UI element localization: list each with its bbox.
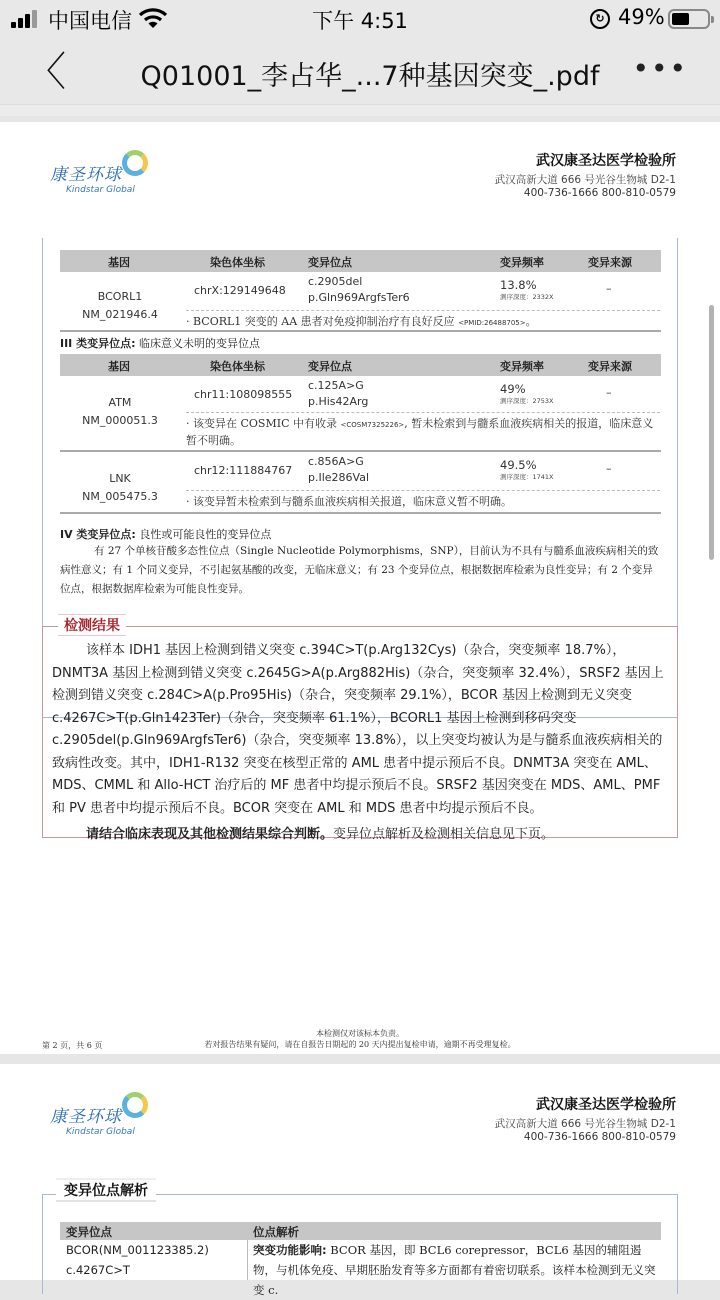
col-variant: 变异位点 (308, 256, 352, 269)
logo-ring-icon (122, 150, 148, 176)
table-row (60, 272, 661, 332)
transcript-id: NM_005475.3 (82, 490, 158, 503)
table-row (60, 376, 661, 452)
institute-address: 武汉高新大道 666 号光谷生物城 D2-1 (494, 174, 676, 186)
status-bar (0, 0, 720, 38)
pdf-page (0, 1064, 720, 1297)
col-gene: 基因 (108, 360, 130, 373)
logo (50, 1102, 135, 1137)
page-number: 第 2 页，共 6 页 (42, 1041, 103, 1050)
result-conclusion (52, 824, 668, 847)
col-freq: 变异频率 (500, 360, 544, 373)
col-source: 变异来源 (588, 256, 632, 269)
chr-coord: chrX:129149648 (194, 284, 286, 297)
ellipsis-icon[interactable]: ••• (632, 52, 688, 85)
chr-coord: chr12:111884767 (194, 464, 293, 477)
battery-percent: 49% (618, 5, 665, 29)
logo-text-en: Kindstar Global (66, 1127, 135, 1137)
variant-note (186, 490, 660, 510)
table-header (60, 354, 661, 376)
cdna-change: c.125A>G (308, 379, 364, 392)
protein-change: p.Gln969ArgfsTer6 (308, 291, 410, 304)
table-header (60, 250, 661, 272)
battery-icon (668, 9, 710, 29)
institute-name: 武汉康圣达医学检验所 (536, 1097, 676, 1113)
col-source: 变异来源 (588, 360, 632, 373)
analysis-table-header (60, 1222, 661, 1240)
variant-cell (308, 454, 369, 486)
gene-cell (60, 470, 180, 506)
variant-note (186, 310, 660, 331)
transcript-id: NM_021946.4 (82, 308, 158, 321)
analysis-label: 突变功能影响: (253, 1243, 327, 1257)
result-content (52, 640, 668, 847)
variant-note (186, 412, 660, 449)
nav-bar (0, 44, 720, 104)
site-transcript: BCOR(NM_001123385.2) (66, 1243, 209, 1257)
analysis-section-title: 变异位点解析 (56, 1178, 156, 1202)
site-cell (66, 1240, 246, 1280)
note-ref: <COSM7325226> (340, 421, 405, 429)
logo-ring-icon (122, 1092, 148, 1118)
freq-cell (500, 278, 554, 301)
institute-name: 武汉康圣达医学检验所 (536, 153, 676, 169)
analysis-cell (253, 1240, 659, 1300)
gene-name: BCORL1 (97, 290, 143, 303)
class3-label: III 类变异位点: (60, 337, 136, 350)
variant-frequency: 49.5% (500, 458, 537, 472)
site-cdna: c.4267C>T (66, 1263, 130, 1277)
sequencing-depth: 测序深度：2332X (500, 293, 554, 301)
cdna-change: c.2905del (308, 275, 363, 288)
class4-paragraph: 有 27 个单核苷酸多态性位点（Single Nucleotide Polymorphisms，SNP），目前认为不具有与髓系血液疾病相关的致病性意义；有 1 个同义变异，不引起氨基酸的改变，无临床意义；有 23 个变异位点，根据数据库检索为良性变异；有 2 个变异位点，根据数据库检索为可能良性变异。 (60, 545, 659, 595)
variant-frequency: 13.8% (500, 278, 537, 292)
col-site: 变异位点 (66, 1225, 112, 1239)
col-chr: 染色体坐标 (210, 256, 265, 269)
institute-header (495, 1094, 676, 1143)
freq-cell (500, 382, 554, 405)
institute-phones: 400-736-1666 800-810-0579 (523, 1131, 676, 1143)
protein-change: p.His42Arg (308, 395, 369, 408)
col-analysis: 位点解析 (253, 1225, 299, 1239)
document-title: Q01001_李占华_...7种基因突变_.pdf (140, 61, 600, 92)
rotation-lock-icon: ↻ (590, 9, 610, 29)
gene-name: ATM (108, 396, 132, 409)
class3-heading (60, 335, 260, 351)
cdna-change: c.856A>G (308, 455, 364, 468)
note-text: · 该变异暂未检索到与髓系血液疾病相关报道，临床意义暂不明确。 (186, 495, 512, 508)
conclusion-bold: 请结合临床表现及其他检测结果综合判断。 (86, 827, 334, 842)
class4-label: IV 类变异位点: (60, 528, 136, 541)
logo (50, 160, 135, 195)
gene-cell (60, 288, 180, 324)
top-bar (0, 0, 720, 116)
note-end: 。 (525, 315, 537, 328)
back-button[interactable] (26, 50, 66, 94)
footer-line-1: 本检测仅对该标本负责。 (316, 1029, 404, 1038)
variant-source: – (606, 282, 612, 295)
variant-cell (308, 274, 410, 306)
column-divider (247, 1240, 248, 1280)
col-gene: 基因 (108, 256, 130, 269)
result-title: 检测结果 (58, 614, 126, 636)
note-end: , 暂未检索到与髓系血液疾病相关的报道，临床意义暂不明确。 (186, 417, 654, 447)
institute-phones: 400-736-1666 800-810-0579 (523, 187, 676, 199)
transcript-id: NM_000051.3 (82, 414, 158, 427)
sequencing-depth: 测序深度：1741X (500, 473, 554, 481)
divider (0, 104, 720, 116)
col-chr: 染色体坐标 (210, 360, 265, 373)
analysis-row (60, 1240, 661, 1297)
protein-change: p.Ile286Val (308, 471, 370, 484)
analysis-text: BCOR 基因，即 BCL6 corepressor，BCL6 基因的辅阻遏物，与机体免疫、早期胚胎发育等多方面都有着密切联系。该样本检测到无义突变 c. (253, 1243, 656, 1297)
class3-desc: 临床意义未明的变异位点 (135, 337, 261, 350)
institute-address: 武汉高新大道 666 号光谷生物城 D2-1 (494, 1118, 676, 1130)
class4-heading (60, 526, 271, 542)
sequencing-depth: 测序深度：2753X (500, 397, 554, 405)
clock: 下午 4:51 (312, 9, 408, 33)
result-body: 该样本 IDH1 基因上检测到错义突变 c.394C>T(p.Arg132Cys)（杂合，突变频率 18.7%），DNMT3A 基因上检测到错义突变 c.2645G>A(p.Arg882His)（杂合，突变频率 32.4%），SRSF2 基因上检测到错义突变 c.284C>A(p.Pro95His)（杂合，突变频率 29.1%），BCOR 基因上检测到无义突变 c.4267C>T(p.Gln1423Ter)（杂合，突变频率 61.1%），BCORL1 基因上检测到移码突变 c.2905del(p.Gln969ArgfsTer6)（杂合，突变频率 13.8%），以上突变均被认为是与髓系血液疾病相关的致病性改变。其中，IDH1-R132 突变在核型正常的 AML 患者中提示预后不良。DNMT3A 突变在 AML、MDS、CMML 和 Allo-HCT 治疗后的 MF 患者中均提示预后不良。SRSF2 基因突变在 MDS、AML、PMF 和 PV 患者中均提示预后不良。BCOR 突变在 AML 和 MDS 患者中均提示预后不良。 (52, 643, 664, 816)
footer-notice (160, 1028, 560, 1050)
variant-cell (308, 378, 368, 410)
chevron-left-icon[interactable]: 〈 (26, 49, 66, 95)
table-row (60, 454, 661, 514)
gene-cell (60, 394, 180, 430)
chr-coord: chr11:108098555 (194, 388, 293, 401)
carrier-label: 中国电信 (48, 9, 132, 33)
freq-cell (500, 458, 554, 481)
pdf-page (0, 122, 720, 1054)
logo-text-en: Kindstar Global (66, 185, 135, 195)
logo-text-cn: 康圣环球 (50, 1107, 122, 1127)
scrollbar[interactable] (709, 305, 714, 560)
conclusion-rest: 变异位点解析及检测相关信息见下页。 (333, 827, 555, 842)
variant-source: – (606, 462, 612, 475)
variant-source: – (606, 386, 612, 399)
note-text: · 该变异在 COSMIC 中有收录 (186, 417, 337, 430)
col-freq: 变异频率 (500, 256, 544, 269)
logo-text-cn: 康圣环球 (50, 165, 122, 185)
col-variant: 变异位点 (308, 360, 352, 373)
gene-name: LNK (109, 472, 131, 485)
footer-line-2: 若对报告结果有疑问，请在自报告日期起的 20 天内提出复检申请，逾期不再受理复检。 (204, 1040, 516, 1049)
institute-header (495, 150, 676, 199)
more-button[interactable] (632, 52, 688, 85)
class4-desc: 良性或可能良性的变异位点 (135, 528, 272, 541)
variant-frequency: 49% (500, 382, 526, 396)
note-ref: <PMID:26488705> (458, 319, 526, 327)
note-text: · BCORL1 突变的 AA 患者对免疫抑制治疗有良好反应 (186, 315, 455, 328)
